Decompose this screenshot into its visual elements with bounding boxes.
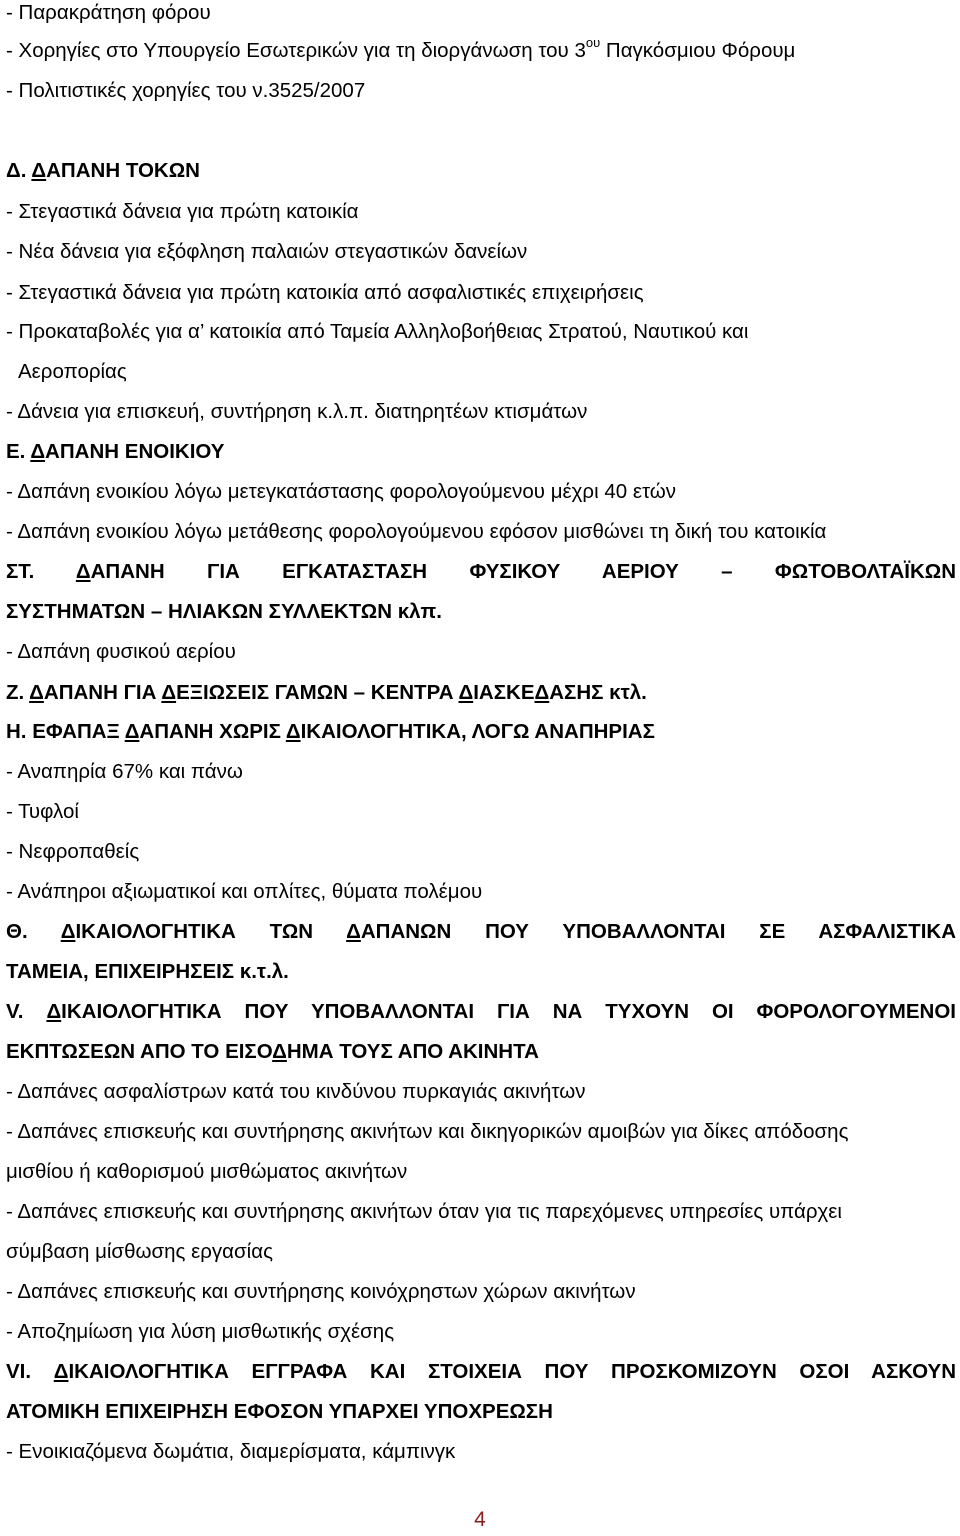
- heading-part: Δ: [75, 560, 91, 583]
- section-heading-z: [6, 680, 956, 706]
- heading-part: ΙΑΣΚΕ: [473, 681, 535, 704]
- heading-part: Δ: [458, 681, 474, 704]
- heading-part: ΑΠΑΝΗ ΕΝΟΙΚΙΟΥ: [45, 440, 225, 463]
- heading-part: ΑΣΗΣ κτλ.: [549, 681, 647, 704]
- list-item: - Πολιτιστικές χορηγίες του ν.3525/2007: [6, 79, 366, 102]
- heading-part: ΕΚΠΤΩΣΕΩΝ ΑΠΟ ΤΟ ΕΙΣΟ: [6, 1040, 273, 1063]
- list-item-text: - Χορηγίες στο Υπουργείο Εσωτερικών για τη διοργάνωση του 3: [6, 39, 586, 62]
- list-item: - Δαπάνες επισκευής και συντήρησης ακινήτων όταν για τις παρεχόμενες υπηρεσίες υπάρχει: [6, 1200, 842, 1223]
- section-heading-v-continuation: [6, 1039, 956, 1065]
- heading-part: ΙΚΑΙΟΛΟΓΗΤΙΚΑ ΕΓΓΡΑΦΑ ΚΑΙ ΣΤΟΙΧΕΙΑ ΠΟΥ ΠΡΟΣΚΟΜΙΖΟΥΝ ΟΣΟΙ ΑΣΚΟΥΝ: [68, 1360, 956, 1383]
- heading-part: ΑΠΑΝΗ ΓΙΑ: [43, 681, 162, 704]
- heading-part: ΑΠΑΝΩΝ ΠΟΥ ΥΠΟΒΑΛΛΟΝΤΑΙ ΣΕ ΑΣΦΑΛΙΣΤΙΚΑ: [360, 920, 956, 943]
- list-item-continuation: μισθίου ή καθορισμού μισθώματος ακινήτων: [6, 1160, 408, 1183]
- list-item-continuation: σύμβαση μίσθωσης εργασίας: [6, 1240, 273, 1263]
- section-heading-d: [6, 158, 956, 184]
- heading-part: Δ: [124, 720, 140, 743]
- list-item: - Δαπάνη ενοικίου λόγω μετεγκατάστασης φορολογούμενου μέχρι 40 ετών: [6, 480, 677, 503]
- list-item: - Νέα δάνεια για εξόφληση παλαιών στεγαστικών δανείων: [6, 240, 528, 263]
- heading-part: ΑΠΑΝΗ ΓΙΑ ΕΓΚΑΤΑΣΤΑΣΗ ΦΥΣΙΚΟΥ ΑΕΡΙΟΥ – ΦΩΤΟΒΟΛΤΑΪΚΩΝ: [90, 560, 956, 583]
- heading-part: Δ: [29, 681, 44, 704]
- section-heading-v: [6, 999, 956, 1025]
- heading-part: ΑΠΑΝΗ ΤΟΚΩΝ: [46, 159, 200, 182]
- section-heading-vi-continuation: ΑΤΟΜΙΚΗ ΕΠΙΧΕΙΡΗΣΗ ΕΦΟΣΟΝ ΥΠΑΡΧΕΙ ΥΠΟΧΡΕΩΣΗ: [6, 1400, 553, 1423]
- list-item-text: Παγκόσμιου Φόρουμ: [600, 39, 796, 62]
- section-heading-th-continuation: ΤΑΜΕΙΑ, ΕΠΙΧΕΙΡΗΣΕΙΣ κ.τ.λ.: [6, 960, 289, 983]
- heading-part: Θ.: [6, 920, 61, 943]
- list-item: - Ενοικιαζόμενα δωμάτια, διαμερίσματα, κάμπινγκ: [6, 1440, 456, 1463]
- list-item: - Δαπάνη φυσικού αερίου: [6, 640, 236, 663]
- heading-part: ΗΜΑ ΤΟΥΣ ΑΠΟ ΑΚΙΝΗΤΑ: [286, 1040, 539, 1063]
- heading-part: Δ.: [6, 159, 32, 182]
- heading-part: ΑΠΑΝΗ ΧΩΡΙΣ: [139, 720, 286, 743]
- heading-part: V.: [6, 1000, 47, 1023]
- section-heading-h: [6, 719, 956, 745]
- heading-part: ΕΞΙΩΣΕΙΣ ΓΑΜΩΝ – ΚΕΝΤΡΑ: [176, 681, 459, 704]
- heading-part: Δ: [30, 440, 46, 463]
- heading-part: Δ: [60, 920, 76, 943]
- section-heading-st-continuation: ΣΥΣΤΗΜΑΤΩΝ – ΗΛΙΑΚΩΝ ΣΥΛΛΕΚΤΩΝ κλπ.: [6, 600, 442, 623]
- section-heading-e: [6, 439, 956, 465]
- heading-part: Δ: [31, 159, 47, 182]
- superscript: ου: [585, 38, 601, 51]
- heading-part: ΣΤ.: [6, 560, 76, 583]
- heading-part: ΙΚΑΙΟΛΟΓΗΤΙΚΑ, ΛΟΓΩ ΑΝΑΠΗΡΙΑΣ: [300, 720, 655, 743]
- list-item: - Νεφροπαθείς: [6, 840, 140, 863]
- list-item: - Δαπάνη ενοικίου λόγω μετάθεσης φορολογούμενου εφόσον μισθώνει τη δική του κατοικία: [6, 520, 827, 543]
- list-item: - Προκαταβολές για α’ κατοικία από Ταμεία Αλληλοβοήθειας Στρατού, Ναυτικού και: [6, 320, 749, 343]
- section-heading-st: [6, 559, 956, 585]
- section-heading-th: [6, 919, 956, 945]
- heading-part: Δ: [285, 720, 301, 743]
- page-number: 4: [474, 1508, 486, 1531]
- heading-part: Δ: [272, 1040, 287, 1063]
- section-heading-vi: [6, 1359, 956, 1385]
- list-item: - Παρακράτηση φόρου: [6, 1, 211, 24]
- list-item: - Τυφλοί: [6, 800, 79, 823]
- list-item: - Ανάπηροι αξιωματικοί και οπλίτες, θύματα πολέμου: [6, 880, 483, 903]
- list-item: - Στεγαστικά δάνεια για πρώτη κατοικία: [6, 200, 359, 223]
- heading-part: Ζ.: [6, 681, 30, 704]
- heading-part: ΙΚΑΙΟΛΟΓΗΤΙΚΑ ΠΟΥ ΥΠΟΒΑΛΛΟΝΤΑΙ ΓΙΑ ΝΑ ΤΥΧΟΥΝ ΟΙ ΦΟΡΟΛΟΓΟΥΜΕΝΟΙ: [61, 1000, 956, 1023]
- list-item: - Αναπηρία 67% και πάνω: [6, 760, 243, 783]
- heading-part: Δ: [53, 1360, 69, 1383]
- heading-part: Ε.: [6, 440, 31, 463]
- list-item: - Αποζημίωση για λύση μισθωτικής σχέσης: [6, 1320, 395, 1343]
- heading-part: VI.: [6, 1360, 54, 1383]
- list-item: - Στεγαστικά δάνεια για πρώτη κατοικία από ασφαλιστικές επιχειρήσεις: [6, 281, 644, 304]
- heading-part: Δ: [46, 1000, 62, 1023]
- heading-part: Η. ΕΦΑΠΑΞ: [6, 720, 125, 743]
- list-item: [6, 38, 956, 64]
- heading-part: Δ: [346, 920, 361, 943]
- list-item: - Δάνεια για επισκευή, συντήρηση κ.λ.π. διατηρητέων κτισμάτων: [6, 400, 588, 423]
- list-item: - Δαπάνες επισκευής και συντήρησης ακινήτων και δικηγορικών αμοιβών για δίκες απόδοσης: [6, 1120, 849, 1143]
- heading-part: Δ: [534, 681, 550, 704]
- list-item: - Δαπάνες ασφαλίστρων κατά του κινδύνου πυρκαγιάς ακινήτων: [6, 1080, 586, 1103]
- list-item: - Δαπάνες επισκευής και συντήρησης κοινόχρηστων χώρων ακινήτων: [6, 1280, 636, 1303]
- heading-part: Δ: [161, 681, 177, 704]
- list-item-continuation: Αεροπορίας: [18, 360, 127, 383]
- heading-part: ΙΚΑΙΟΛΟΓΗΤΙΚΑ ΤΩΝ: [75, 920, 347, 943]
